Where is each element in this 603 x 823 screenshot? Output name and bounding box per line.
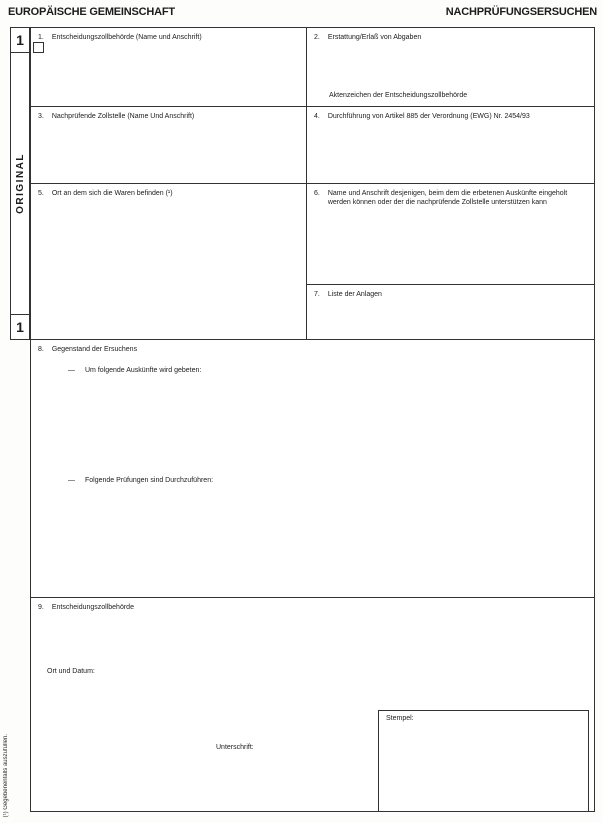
field-8-item-information-requested <box>68 367 201 374</box>
field-3-verifying-customs-office <box>31 107 307 184</box>
field-9-label: Entscheidungszollbehörde <box>51 604 134 611</box>
field-4-label-row <box>307 107 594 121</box>
field-2-repayment-remission <box>307 28 594 107</box>
field-1-number: 1. <box>38 34 44 41</box>
field-6-label-row <box>307 184 594 207</box>
field-7-label: Liste der Anlagen <box>327 291 382 298</box>
original-label: ORIGINAL <box>14 153 26 214</box>
field-2-number: 2. <box>314 34 320 41</box>
field-3-label: Nachprüfende Zollstelle (Name Und Anschrift) <box>51 113 195 120</box>
field-8-number: 8. <box>38 346 44 353</box>
field-4-label: Durchführung von Artikel 885 der Verordnung (EWG) Nr. 2454/93 <box>327 113 530 120</box>
field-8-label: Gegenstand der Ersuchens <box>51 346 138 353</box>
field-5-label: Ort an dem sich die Waren befinden (¹) <box>51 190 173 197</box>
copy-label-cell <box>11 53 29 314</box>
form-grid-top <box>30 27 595 340</box>
field-9-label-row <box>31 598 594 612</box>
field-7-list-of-annexes <box>307 285 594 339</box>
field-7-label-row <box>307 285 594 299</box>
stamp-box <box>378 710 589 811</box>
footnote-container <box>0 733 12 818</box>
field-1-label-row <box>31 28 306 42</box>
field-2-label: Erstattung/Erlaß von Abgaben <box>327 34 422 41</box>
field-7-number: 7. <box>314 291 320 298</box>
community-title: EUROPÄISCHE GEMEINSCHAFT <box>8 6 175 18</box>
field-6-number: 6. <box>314 190 320 197</box>
form-title: NACHPRÜFUNGSERSUCHEN <box>445 6 597 18</box>
field-2-reference-label: Aktenzeichen der Entscheidungszollbehörde <box>329 92 468 99</box>
signature-label: Unterschrift: <box>216 744 254 751</box>
field-3-label-row <box>31 107 306 121</box>
field-6-label: Name und Anschrift desjenigen, beim dem die erbetenen Auskünfte eingeholt werden können oder der die nachprüfende Zollstelle unterstützen kann <box>327 190 568 206</box>
field-1-deciding-customs-authority <box>31 28 307 107</box>
dash-icon: — <box>68 477 75 484</box>
field-8-label-row <box>31 340 594 354</box>
place-and-date-label: Ort und Datum: <box>47 668 95 675</box>
footnote-text: (¹) Gegebenenfalls auszufüllen. <box>3 733 9 818</box>
field-2-label-row <box>307 28 594 42</box>
field-1-label: Entscheidungszollbehörde (Name und Anschrift) <box>51 34 202 41</box>
stamp-label: Stempel: <box>386 715 414 722</box>
field-9-deciding-customs-authority-signature <box>30 597 595 812</box>
field-1-checkbox[interactable] <box>33 42 44 53</box>
field-9-number: 9. <box>38 604 44 611</box>
field-6-contact-person <box>307 184 594 285</box>
field-3-number: 3. <box>38 113 44 120</box>
field-5-label-row <box>31 184 306 198</box>
field-4-number: 4. <box>314 113 320 120</box>
copy-number-top: 1 <box>11 28 29 53</box>
field-8-subject-of-request <box>30 340 595 597</box>
field-5-goods-location <box>31 184 307 339</box>
field-8-item-checks-to-carry-out <box>68 477 213 484</box>
copy-strip <box>10 27 30 340</box>
field-8-item-1-text: Um folgende Auskünfte wird gebeten: <box>85 367 202 374</box>
field-4-article-885 <box>307 107 594 184</box>
field-8-item-2-text: Folgende Prüfungen sind Durchzuführen: <box>85 477 214 484</box>
field-5-number: 5. <box>38 190 44 197</box>
dash-icon: — <box>68 367 75 374</box>
copy-number-bottom: 1 <box>11 314 29 339</box>
